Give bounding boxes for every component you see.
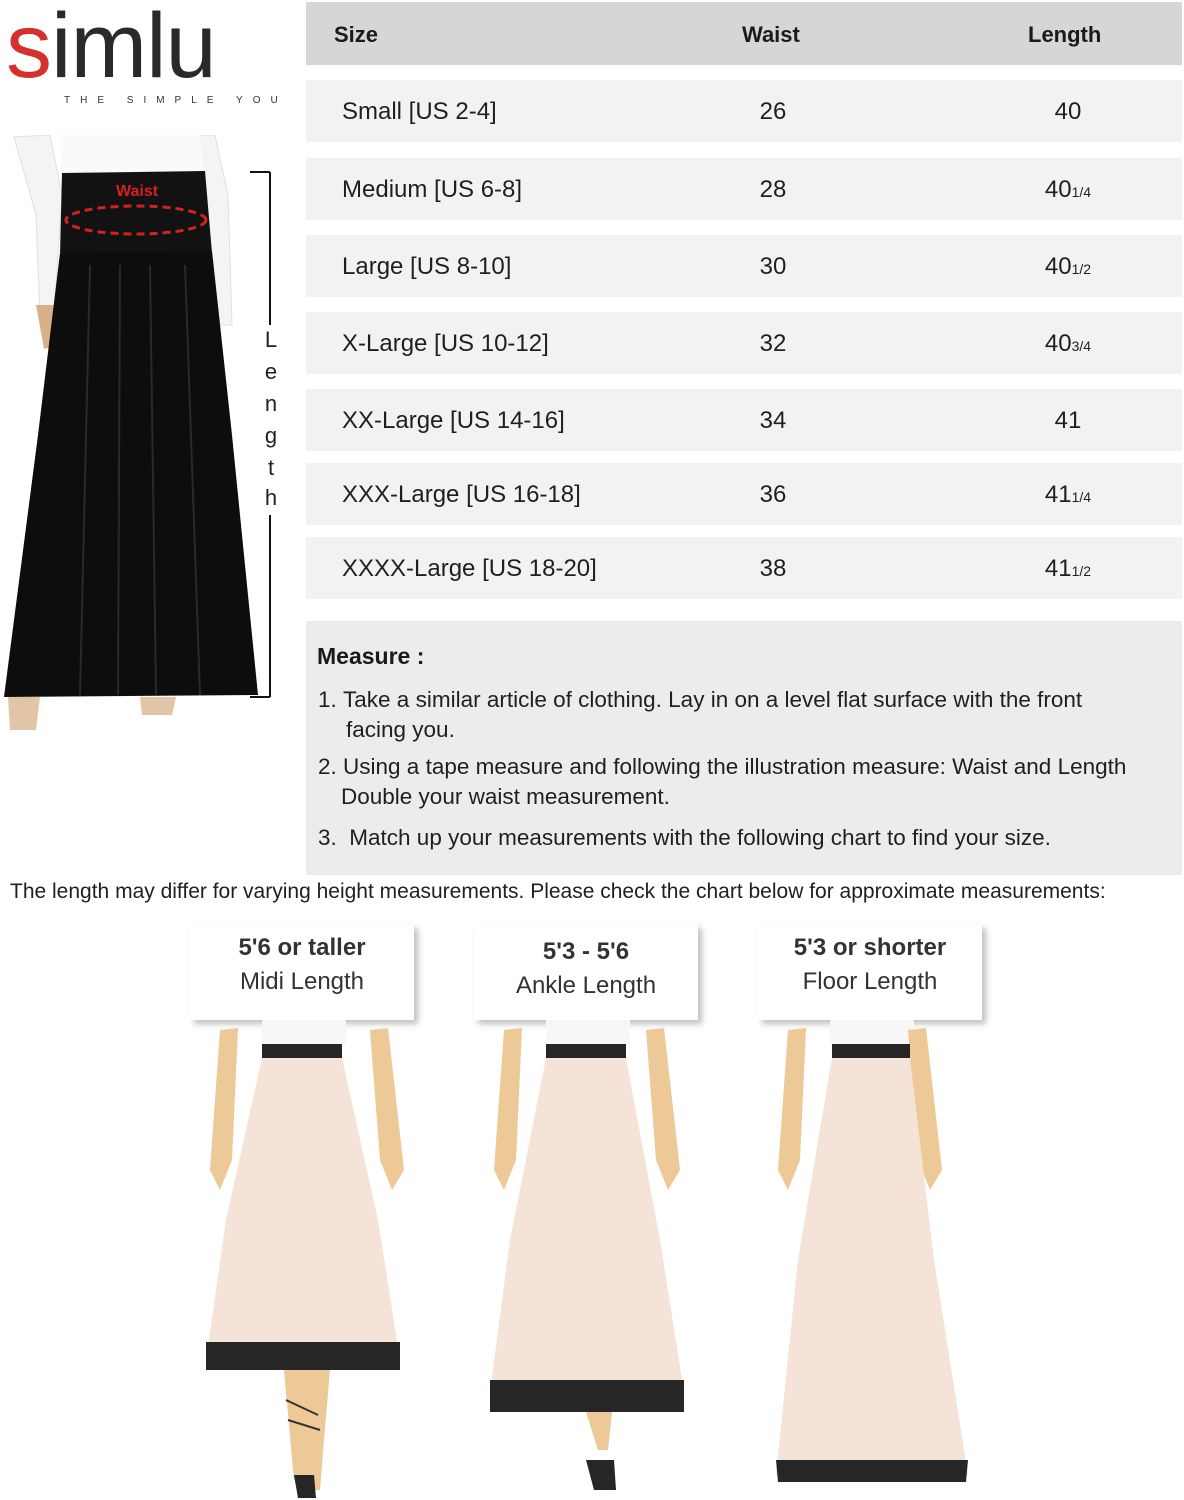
measure-step: 2. Using a tape measure and following the illustration measure: Waist and Length Double your waist measurement. <box>318 754 1127 809</box>
height-card-midi <box>190 924 414 1020</box>
length-fraction: 1/2 <box>1071 261 1092 277</box>
ankle-skirt-illustration <box>474 1020 714 1500</box>
brand-logo <box>6 0 288 110</box>
size-table-row <box>306 463 1182 525</box>
length-fraction: 1/4 <box>1071 489 1092 505</box>
waist-label: Waist <box>116 183 159 200</box>
logo-wordmark: simlu <box>6 0 216 97</box>
length-fraction: 1/2 <box>1071 563 1092 579</box>
skirt-length-name: Midi Length <box>239 968 365 995</box>
height-card-floor <box>758 924 982 1020</box>
length-column-header: Length <box>1028 22 1102 47</box>
size-table-row <box>306 537 1182 599</box>
height-card-ankle <box>474 924 698 1020</box>
length-note: The length may differ for varying height measurements. Please check the chart below for approximate measurements: <box>10 880 1106 903</box>
length-letter: h <box>264 485 278 510</box>
length-whole: 41 <box>1044 555 1072 582</box>
model-figure <box>0 135 300 735</box>
length-whole: 41 <box>1044 481 1072 508</box>
measure-title: Measure : <box>317 643 425 669</box>
size-table-row <box>306 80 1182 142</box>
skirt-length-name: Floor Length <box>802 968 938 995</box>
size-table-header <box>306 2 1182 65</box>
length-cell <box>1022 555 1114 583</box>
length-letter: g <box>264 423 278 448</box>
length-letter: e <box>264 359 278 384</box>
length-cell <box>1022 98 1114 126</box>
model-skirt-photo <box>0 135 300 735</box>
size-cell: Small [US 2-4] <box>342 98 497 125</box>
measure-instructions <box>306 621 1182 875</box>
length-cell <box>1022 176 1114 204</box>
length-cell <box>1022 407 1114 435</box>
height-range: 5'6 or taller <box>238 934 366 961</box>
measure-step: 3. Match up your measurements with the following chart to find your size. <box>318 825 1051 850</box>
length-letter: L <box>264 327 278 352</box>
size-table-row <box>306 389 1182 451</box>
length-whole: 40 <box>1044 176 1072 203</box>
length-whole: 40 <box>1044 253 1072 280</box>
length-letter: n <box>264 391 278 416</box>
length-whole: 41 <box>1054 407 1082 434</box>
size-cell: XX-Large [US 14-16] <box>342 407 565 434</box>
size-table-row <box>306 158 1182 220</box>
waist-cell: 36 <box>759 481 787 508</box>
size-column-header: Size <box>334 22 379 47</box>
waist-cell: 30 <box>759 253 787 280</box>
length-letter: t <box>267 455 275 480</box>
length-cell <box>1022 481 1114 509</box>
size-cell: XXX-Large [US 16-18] <box>342 481 581 508</box>
length-fraction: 1/4 <box>1071 184 1092 200</box>
waist-cell: 34 <box>759 407 787 434</box>
waist-cell: 28 <box>759 176 787 203</box>
size-cell: X-Large [US 10-12] <box>342 330 549 357</box>
size-table-row <box>306 312 1182 374</box>
height-range: 5'3 or shorter <box>793 934 947 961</box>
size-cell: Medium [US 6-8] <box>342 176 523 203</box>
waist-cell: 26 <box>759 98 787 125</box>
length-whole: 40 <box>1044 330 1072 357</box>
waist-cell: 38 <box>759 555 787 582</box>
length-fraction: 3/4 <box>1071 338 1092 354</box>
size-cell: XXXX-Large [US 18-20] <box>342 555 597 582</box>
skirt-length-name: Ankle Length <box>515 972 657 999</box>
length-cell <box>1022 330 1114 358</box>
size-cell: Large [US 8-10] <box>342 253 512 280</box>
height-range: 5'3 - 5'6 <box>542 938 630 965</box>
waist-column-header: Waist <box>742 22 800 47</box>
size-table-row <box>306 235 1182 297</box>
floor-skirt-illustration <box>758 1020 998 1500</box>
measure-step: 1. Take a similar article of clothing. Lay in on a level flat surface with the front facing you. <box>318 687 1083 742</box>
length-cell <box>1022 253 1114 281</box>
length-whole: 40 <box>1054 98 1082 125</box>
waist-cell: 32 <box>759 330 787 357</box>
midi-skirt-illustration <box>190 1020 430 1500</box>
logo-tagline: THE SIMPLE YOU <box>64 95 288 106</box>
